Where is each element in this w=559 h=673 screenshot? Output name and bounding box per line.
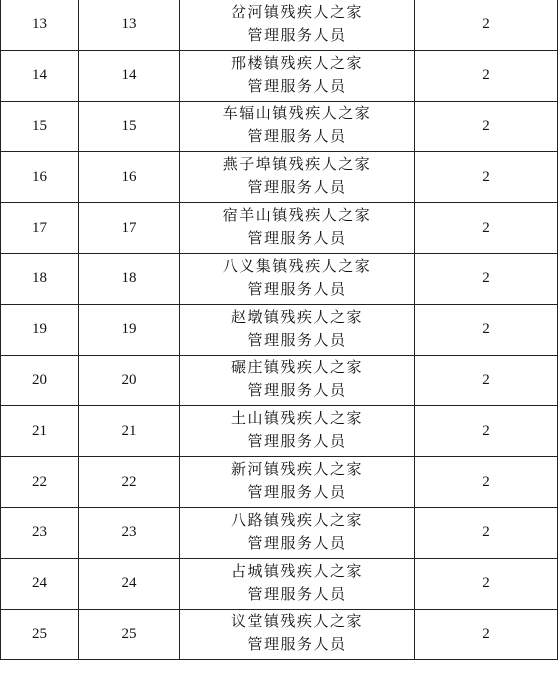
- hiring-count-cell: 2: [415, 507, 558, 558]
- position-name-line1: 议堂镇残疾人之家: [230, 614, 363, 631]
- hiring-count-cell: 2: [415, 304, 558, 355]
- position-code-cell: 19: [79, 304, 180, 355]
- serial-number-cell: 13: [1, 0, 79, 50]
- position-name-line1: 赵墩镇残疾人之家: [230, 309, 363, 326]
- position-name-cell: [180, 609, 415, 660]
- table-row: [1, 355, 558, 406]
- position-name-line2: 管理服务人员: [247, 27, 347, 44]
- position-name-cell: [180, 50, 415, 101]
- hiring-count-cell: 2: [415, 406, 558, 457]
- table-row: [1, 558, 558, 609]
- position-code-cell: 18: [79, 253, 180, 304]
- hiring-count-cell: 2: [415, 558, 558, 609]
- table-row: [1, 203, 558, 254]
- table-row: [1, 609, 558, 660]
- table-row: [1, 101, 558, 152]
- position-code-cell: 21: [79, 406, 180, 457]
- position-name-line2: 管理服务人员: [247, 180, 347, 197]
- position-name-cell: [180, 406, 415, 457]
- hiring-count-cell: 2: [415, 355, 558, 406]
- position-code-cell: 13: [79, 0, 180, 50]
- table-row: [1, 50, 558, 101]
- position-name-line2: 管理服务人员: [247, 485, 347, 502]
- position-code-cell: 24: [79, 558, 180, 609]
- position-code-cell: 15: [79, 101, 180, 152]
- position-name-cell: [180, 558, 415, 609]
- hiring-count-cell: 2: [415, 609, 558, 660]
- position-code-cell: 20: [79, 355, 180, 406]
- hiring-count-cell: 2: [415, 50, 558, 101]
- table-row: [1, 152, 558, 203]
- serial-number-cell: 18: [1, 253, 79, 304]
- position-name-line1: 八义集镇残疾人之家: [222, 258, 372, 275]
- position-name-line1: 岔河镇残疾人之家: [230, 4, 363, 21]
- position-code-cell: 25: [79, 609, 180, 660]
- serial-number-cell: 16: [1, 152, 79, 203]
- hiring-count-cell: 2: [415, 457, 558, 508]
- hiring-count-cell: 2: [415, 152, 558, 203]
- position-name-line1: 碾庄镇残疾人之家: [230, 360, 363, 377]
- position-code-cell: 16: [79, 152, 180, 203]
- hiring-count-cell: 2: [415, 203, 558, 254]
- position-code-cell: 22: [79, 457, 180, 508]
- position-name-cell: [180, 304, 415, 355]
- serial-number-cell: 21: [1, 406, 79, 457]
- position-name-cell: [180, 152, 415, 203]
- position-name-line2: 管理服务人员: [247, 383, 347, 400]
- serial-number-cell: 22: [1, 457, 79, 508]
- serial-number-cell: 14: [1, 50, 79, 101]
- serial-number-cell: 20: [1, 355, 79, 406]
- serial-number-cell: 25: [1, 609, 79, 660]
- position-name-cell: [180, 507, 415, 558]
- position-name-line2: 管理服务人员: [247, 332, 347, 349]
- positions-table-body: [1, 0, 558, 660]
- table-row: [1, 253, 558, 304]
- position-name-line1: 邢楼镇残疾人之家: [230, 55, 363, 72]
- position-name-line1: 新河镇残疾人之家: [230, 462, 363, 479]
- position-name-cell: [180, 457, 415, 508]
- position-name-line1: 占城镇残疾人之家: [230, 563, 363, 580]
- serial-number-cell: 15: [1, 101, 79, 152]
- position-name-line1: 燕子埠镇残疾人之家: [222, 157, 372, 174]
- hiring-count-cell: 2: [415, 0, 558, 50]
- table-row: [1, 406, 558, 457]
- position-code-cell: 14: [79, 50, 180, 101]
- serial-number-cell: 24: [1, 558, 79, 609]
- position-name-cell: [180, 355, 415, 406]
- position-name-line2: 管理服务人员: [247, 434, 347, 451]
- position-name-line1: 土山镇残疾人之家: [230, 411, 363, 428]
- serial-number-cell: 19: [1, 304, 79, 355]
- table-row: [1, 457, 558, 508]
- position-name-cell: [180, 203, 415, 254]
- position-name-line2: 管理服务人员: [247, 78, 347, 95]
- position-name-cell: [180, 253, 415, 304]
- position-name-line2: 管理服务人员: [247, 231, 347, 248]
- position-name-line2: 管理服务人员: [247, 129, 347, 146]
- hiring-count-cell: 2: [415, 101, 558, 152]
- position-name-line2: 管理服务人员: [247, 281, 347, 298]
- position-name-line2: 管理服务人员: [247, 637, 347, 654]
- position-name-line1: 宿羊山镇残疾人之家: [222, 208, 372, 225]
- position-name-line1: 车辐山镇残疾人之家: [222, 106, 372, 123]
- table-row: [1, 507, 558, 558]
- position-name-line2: 管理服务人员: [247, 586, 347, 603]
- position-name-cell: [180, 0, 415, 50]
- table-row: [1, 0, 558, 50]
- position-name-line1: 八路镇残疾人之家: [230, 512, 363, 529]
- position-name-line2: 管理服务人员: [247, 535, 347, 552]
- position-code-cell: 17: [79, 203, 180, 254]
- position-name-cell: [180, 101, 415, 152]
- position-code-cell: 23: [79, 507, 180, 558]
- hiring-count-cell: 2: [415, 253, 558, 304]
- serial-number-cell: 23: [1, 507, 79, 558]
- serial-number-cell: 17: [1, 203, 79, 254]
- table-row: [1, 304, 558, 355]
